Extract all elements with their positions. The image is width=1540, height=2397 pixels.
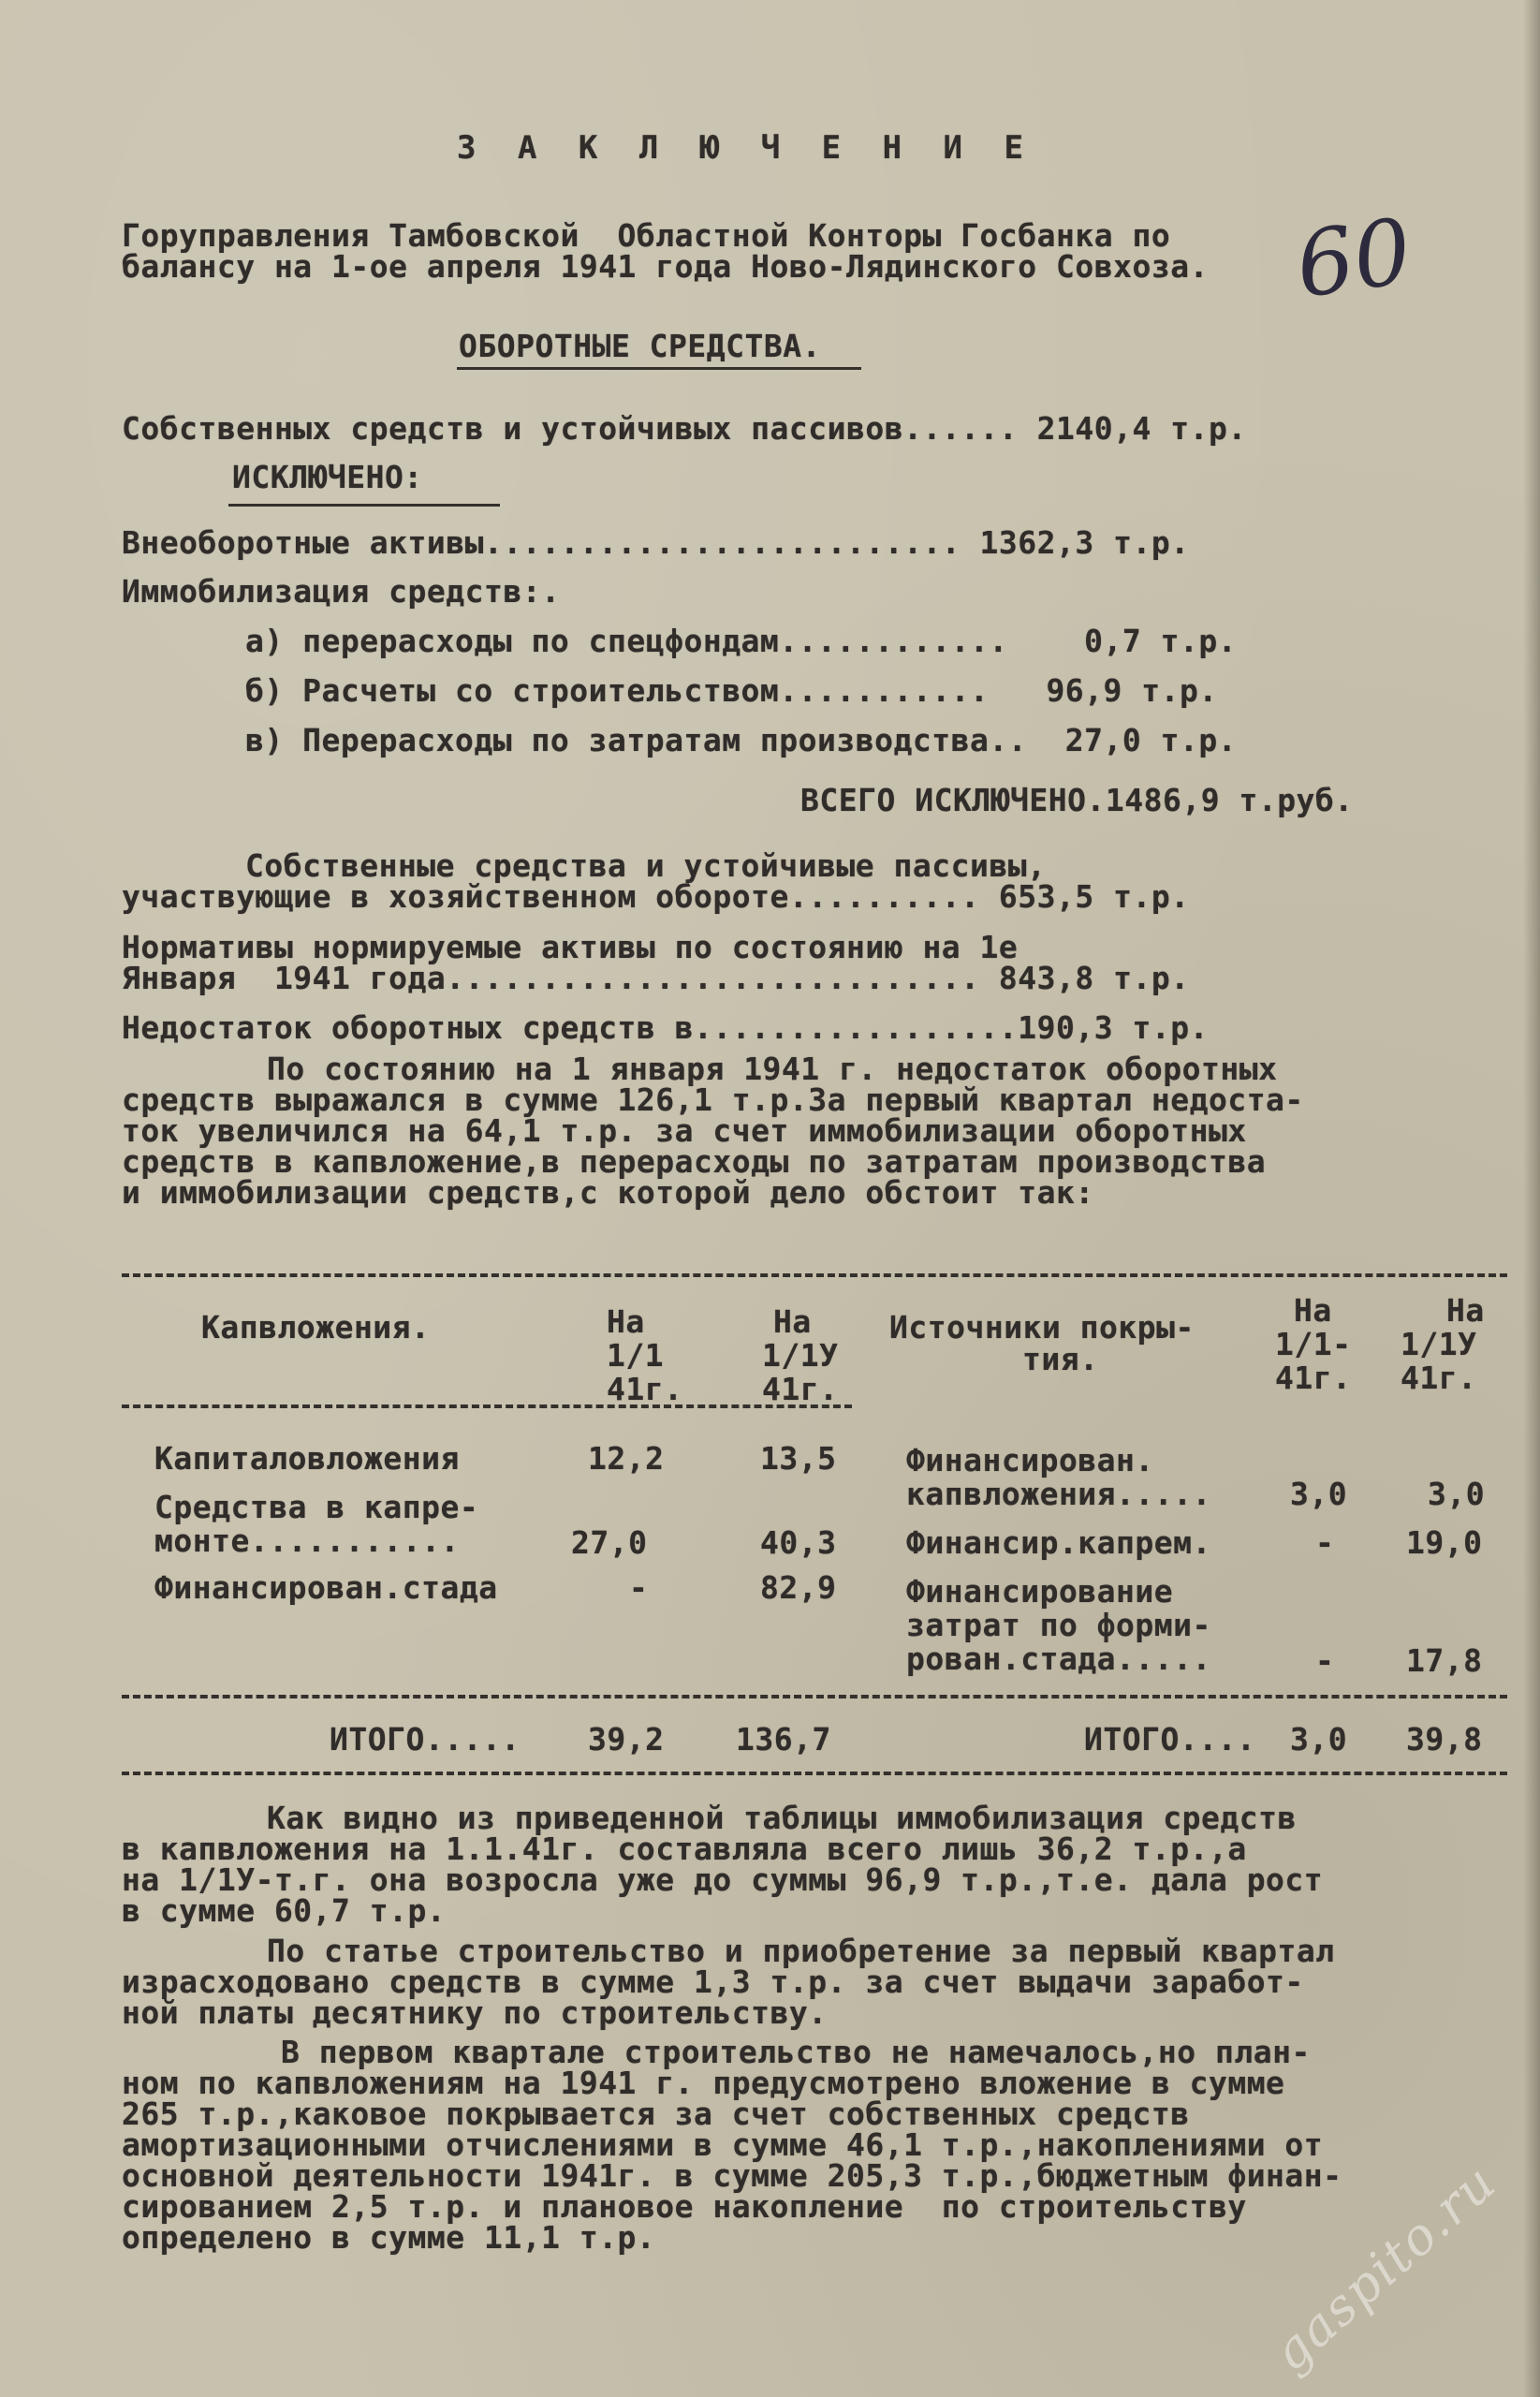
paragraph4-line: ном по капвложениям на 1941 г. предусмотрено вложение в сумме <box>122 2065 1285 2101</box>
immobilization-heading: Иммобилизация средств:. <box>122 573 561 610</box>
header-line-1: Горуправления Тамбовской Областной Конторы Госбанка по <box>122 217 1171 254</box>
norm-line-1: Нормативы нормируемые активы по состоянию на 1е <box>122 929 1019 965</box>
table-header-col4: 41г. <box>1401 1360 1477 1396</box>
document-title: З А К Л Ю Ч Е Н И Е <box>457 129 1034 167</box>
paragraph2-line: на 1/1У-т.г. она возросла уже до суммы 96,9 т.р.,т.е. дала рост <box>122 1861 1324 1898</box>
table-row-name: Финансирован. <box>906 1442 1154 1478</box>
table-cell: 17,8 <box>1406 1642 1483 1679</box>
table-top-rule <box>122 1273 1507 1277</box>
page-edge-shadow <box>1523 0 1540 2397</box>
table-header-col1: 41г. <box>607 1371 683 1407</box>
table-cell: 82,9 <box>760 1569 837 1606</box>
section-title-underline <box>457 367 861 370</box>
table-header-capital-investments: Капвложения. <box>201 1309 431 1346</box>
table-header-col2: 41г. <box>762 1371 839 1407</box>
table-cell: 40,3 <box>760 1524 837 1561</box>
table-header-col4: На <box>1446 1292 1485 1329</box>
table-cell: 3,0 <box>1428 1476 1486 1512</box>
shortage-line: Недостаток оборотных средств в.................190,3 т.р. <box>122 1009 1209 1046</box>
table-row-name: затрат по форми- <box>906 1607 1211 1643</box>
table-header-col2: На <box>773 1303 812 1340</box>
paragraph4-line: 265 т.р.,каковое покрывается за счет собственных средств <box>122 2096 1190 2132</box>
table-header-sources: Источники покры- <box>889 1309 1195 1346</box>
table-row-name: Средства в капре- <box>154 1489 479 1525</box>
section-title: ОБОРОТНЫЕ СРЕДСТВА. <box>459 328 821 364</box>
table-totals-rule <box>122 1772 1507 1775</box>
excluded-underline <box>228 504 500 507</box>
table-row-name: рован.стада..... <box>906 1640 1211 1677</box>
handwritten-page-number: 60 <box>1289 199 1418 318</box>
table-total-label: ИТОГО.... <box>1084 1721 1256 1757</box>
paragraph1-line: средств выражался в сумме 126,1 т.р.За первый квартал недоста- <box>122 1081 1304 1118</box>
table-total-value: 136,7 <box>736 1721 831 1757</box>
table-bottom-rule <box>122 1695 1507 1698</box>
paragraph4-line: определено в сумме 11,1 т.р. <box>122 2219 656 2256</box>
table-cell: - <box>1315 1524 1335 1561</box>
table-row-name: Финансирование <box>906 1573 1174 1610</box>
excluded-heading: ИСКЛЮЧЕНО: <box>232 459 423 495</box>
own-funds-line: Собственных средств и устойчивых пассивов...... 2140,4 т.р. <box>122 410 1247 447</box>
table-cell: 12,2 <box>588 1440 665 1477</box>
header-line-2: балансу на 1-ое апреля 1941 года Ново-Лядинского Совхоза. <box>122 248 1209 285</box>
table-header-col4: 1/1У <box>1401 1326 1477 1362</box>
table-total-value: 3,0 <box>1290 1721 1348 1757</box>
paragraph2-line: Как видно из приведенной таблицы иммобилизация средств <box>267 1800 1297 1836</box>
paragraph4-line: сированием 2,5 т.р. и плановое накопление по строительству <box>122 2188 1247 2225</box>
paragraph4-line: основной деятельности 1941г. в сумме 205,3 т.р.,бюджетным финан- <box>122 2157 1342 2194</box>
table-cell: 27,0 <box>571 1524 648 1561</box>
paragraph1-line: По состоянию на 1 января 1941 г. недостаток оборотных <box>267 1051 1278 1087</box>
table-cell: - <box>1315 1642 1335 1679</box>
table-cell: 13,5 <box>760 1440 837 1477</box>
table-row-name: Капиталовложения <box>154 1440 460 1477</box>
table-cell: 19,0 <box>1406 1524 1483 1561</box>
paragraph2-line: в сумме 60,7 т.р. <box>122 1892 447 1929</box>
non-current-assets-line: Внеоборотные активы......................... 1362,3 т.р. <box>122 524 1190 561</box>
table-row-name: Финансир.капрем. <box>906 1524 1211 1561</box>
item-b-line: б) Расчеты со строительством........... 96,9 т.р. <box>245 672 1218 709</box>
table-row-name: монте........... <box>154 1522 460 1559</box>
table-row-name: капвложения..... <box>906 1476 1211 1512</box>
table-total-value: 39,8 <box>1406 1721 1483 1757</box>
paragraph3-line: ной платы десятнику по строительству. <box>122 1994 828 2031</box>
paragraph1-line: средств в капвложение,в перерасходы по затратам производства <box>122 1143 1267 1180</box>
paragraph4-line: В первом квартале строительство не намечалось,но план- <box>281 2034 1311 2070</box>
table-cell: - <box>629 1569 649 1606</box>
table-header-rule <box>122 1404 852 1408</box>
table-header-col2: 1/1У <box>762 1337 839 1374</box>
table-total-label: ИТОГО..... <box>330 1721 521 1757</box>
paragraph3-line: израсходовано средств в сумме 1,3 т.р. за счет выдачи заработ- <box>122 1963 1304 2000</box>
table-cell: 3,0 <box>1290 1476 1348 1512</box>
paragraph1-line: и иммобилизации средств,с которой дело обстоит так: <box>122 1174 1094 1211</box>
item-a-line: а) перерасходы по спецфондам............ 0,7 т.р. <box>245 623 1238 659</box>
paragraph1-line: ток увеличился на 64,1 т.р. за счет иммобилизации оборотных <box>122 1112 1247 1149</box>
own-active-line-1: Собственные средства и устойчивые пассивы, <box>245 847 1047 884</box>
own-active-line-2: участвующие в хозяйственном обороте.......... 653,5 т.р. <box>122 878 1190 915</box>
table-header-col3: 1/1- <box>1275 1326 1352 1362</box>
paragraph3-line: По статье строительство и приобретение за первый квартал <box>267 1933 1335 1969</box>
table-header-col1: 1/1 <box>607 1337 665 1374</box>
total-excluded-line: ВСЕГО ИСКЛЮЧЕНО.1486,9 т.руб. <box>800 782 1354 818</box>
paragraph4-line: амортизационными отчислениями в сумме 46,1 т.р.,накоплениями от <box>122 2126 1324 2163</box>
table-header-col3: На <box>1294 1292 1332 1329</box>
table-header-col3: 41г. <box>1275 1360 1352 1396</box>
table-header-col1: На <box>607 1303 645 1340</box>
paragraph2-line: в капвложения на 1.1.41г. составляла всего лишь 36,2 т.р.,а <box>122 1831 1247 1867</box>
table-total-value: 39,2 <box>588 1721 665 1757</box>
table-header-sources: тия. <box>1022 1341 1099 1377</box>
norm-line-2: Января 1941 года............................ 843,8 т.р. <box>122 960 1190 996</box>
table-row-name: Финансирован.стада <box>154 1569 498 1606</box>
site-watermark: gaspito.ru <box>1261 2152 1508 2383</box>
item-c-line: в) Перерасходы по затратам производства.. 27,0 т.р. <box>245 722 1238 758</box>
